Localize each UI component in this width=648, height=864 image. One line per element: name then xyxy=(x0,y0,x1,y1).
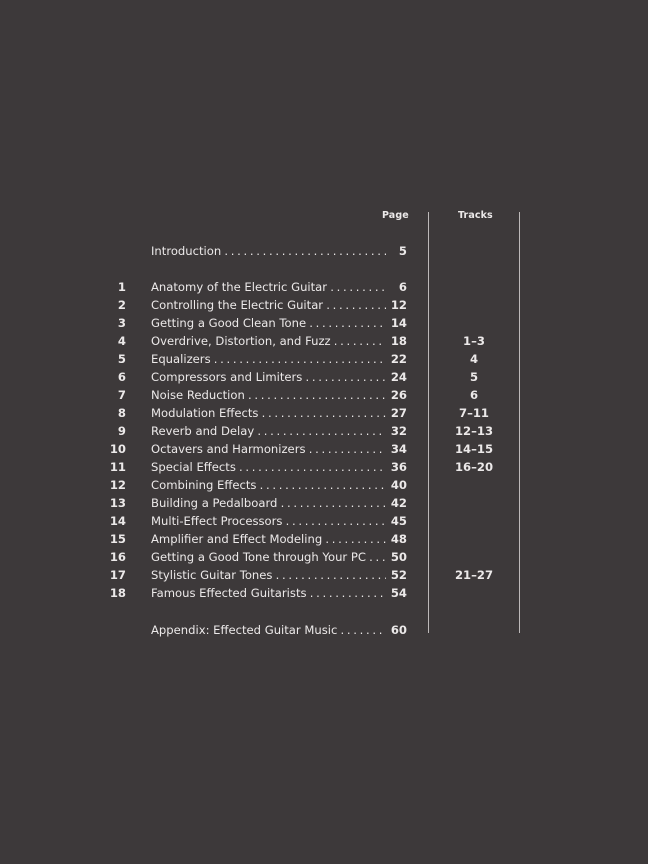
chapter-number: 2 xyxy=(117,298,126,312)
entry-title: Multi-Effect Processors . . . xyxy=(151,512,404,530)
entry-page: 24 xyxy=(386,368,407,386)
entry-title: Getting a Good Clean Tone . . . xyxy=(151,314,404,332)
entry-title: Appendix: Effected Guitar Music . . . xyxy=(151,621,404,639)
toc-entry-appendix[interactable] xyxy=(0,621,648,639)
entry-tracks: 12–13 xyxy=(454,424,494,438)
entry-tracks: 7–11 xyxy=(459,406,489,420)
entry-title: Special Effects . . . xyxy=(151,458,404,476)
entry-tracks: 6 xyxy=(469,388,479,402)
entry-page: 42 xyxy=(386,494,407,512)
entry-title: Amplifier and Effect Modeling . . . xyxy=(151,530,404,548)
toc-entry-chapter-3[interactable] xyxy=(0,314,648,332)
page-column-header: Page xyxy=(382,210,409,221)
chapter-number: 8 xyxy=(117,406,126,420)
entry-page: 45 xyxy=(386,512,407,530)
entry-page: 32 xyxy=(386,422,407,440)
chapter-number: 5 xyxy=(117,352,126,366)
toc-entry-chapter-14[interactable] xyxy=(0,512,648,530)
chapter-number: 18 xyxy=(109,586,126,600)
chapter-number: 4 xyxy=(117,334,126,348)
entry-title: Getting a Good Tone through Your PC . . . xyxy=(151,548,404,566)
entry-title: Overdrive, Distortion, and Fuzz . . . xyxy=(151,332,404,350)
entry-title: Equalizers . . . xyxy=(151,350,404,368)
entry-page: 5 xyxy=(386,242,407,260)
entry-tracks: 21–27 xyxy=(454,568,494,582)
toc-entry-chapter-16[interactable] xyxy=(0,548,648,566)
toc-entry-chapter-8[interactable] xyxy=(0,404,648,422)
toc-entry-chapter-11[interactable] xyxy=(0,458,648,476)
entry-title: Octavers and Harmonizers . . . xyxy=(151,440,404,458)
entry-title: Reverb and Delay . . . xyxy=(151,422,404,440)
toc-entry-chapter-6[interactable] xyxy=(0,368,648,386)
entry-title: Combining Effects . . . xyxy=(151,476,404,494)
toc-entry-chapter-15[interactable] xyxy=(0,530,648,548)
entry-tracks: 5 xyxy=(469,370,479,384)
entry-page: 26 xyxy=(386,386,407,404)
entry-page: 40 xyxy=(386,476,407,494)
chapter-number: 16 xyxy=(109,550,126,564)
entry-title: Modulation Effects . . . xyxy=(151,404,404,422)
chapter-number: 1 xyxy=(117,280,126,294)
chapter-number: 12 xyxy=(109,478,126,492)
entry-page: 22 xyxy=(386,350,407,368)
tracks-column-header: Tracks xyxy=(458,210,493,221)
chapter-number: 3 xyxy=(117,316,126,330)
toc-entry-introduction[interactable] xyxy=(0,242,648,260)
toc-entry-chapter-18[interactable] xyxy=(0,584,648,602)
entry-tracks: 1–3 xyxy=(463,334,485,348)
entry-title: Noise Reduction . . . xyxy=(151,386,404,404)
entry-page: 18 xyxy=(386,332,407,350)
entry-page: 52 xyxy=(386,566,407,584)
toc-entry-chapter-7[interactable] xyxy=(0,386,648,404)
entry-title: Stylistic Guitar Tones . . . xyxy=(151,566,404,584)
chapter-number: 7 xyxy=(117,388,126,402)
entry-page: 27 xyxy=(386,404,407,422)
toc-entry-chapter-5[interactable] xyxy=(0,350,648,368)
entry-title: Compressors and Limiters . . . xyxy=(151,368,404,386)
toc-entry-chapter-12[interactable] xyxy=(0,476,648,494)
entry-tracks: 16–20 xyxy=(454,460,494,474)
entry-page: 48 xyxy=(386,530,407,548)
chapter-number: 10 xyxy=(109,442,126,456)
toc-entry-chapter-10[interactable] xyxy=(0,440,648,458)
toc-entry-chapter-4[interactable] xyxy=(0,332,648,350)
toc-entry-chapter-13[interactable] xyxy=(0,494,648,512)
entry-title: Introduction . . . xyxy=(151,242,404,260)
entry-title: Controlling the Electric Guitar . . . xyxy=(151,296,404,314)
entry-title: Famous Effected Guitarists . . . xyxy=(151,584,404,602)
entry-page: 54 xyxy=(386,584,407,602)
entry-page: 6 xyxy=(386,278,407,296)
chapter-number: 13 xyxy=(109,496,126,510)
entry-page: 14 xyxy=(386,314,407,332)
entry-page: 36 xyxy=(386,458,407,476)
entry-title: Building a Pedalboard . . . xyxy=(151,494,404,512)
chapter-number: 11 xyxy=(109,460,126,474)
entry-page: 50 xyxy=(386,548,407,566)
chapter-number: 17 xyxy=(109,568,126,582)
toc-entry-chapter-1[interactable] xyxy=(0,278,648,296)
chapter-number: 15 xyxy=(109,532,126,546)
chapter-number: 14 xyxy=(109,514,126,528)
entry-page: 60 xyxy=(386,621,407,639)
toc-entry-chapter-9[interactable] xyxy=(0,422,648,440)
toc-entry-chapter-2[interactable] xyxy=(0,296,648,314)
toc-entry-chapter-17[interactable] xyxy=(0,566,648,584)
chapter-number: 6 xyxy=(117,370,126,384)
entry-page: 34 xyxy=(386,440,407,458)
entry-title: Anatomy of the Electric Guitar . . . xyxy=(151,278,404,296)
entry-tracks: 4 xyxy=(469,352,479,366)
entry-page: 12 xyxy=(386,296,407,314)
entry-tracks: 14–15 xyxy=(454,442,494,456)
chapter-number: 9 xyxy=(117,424,126,438)
